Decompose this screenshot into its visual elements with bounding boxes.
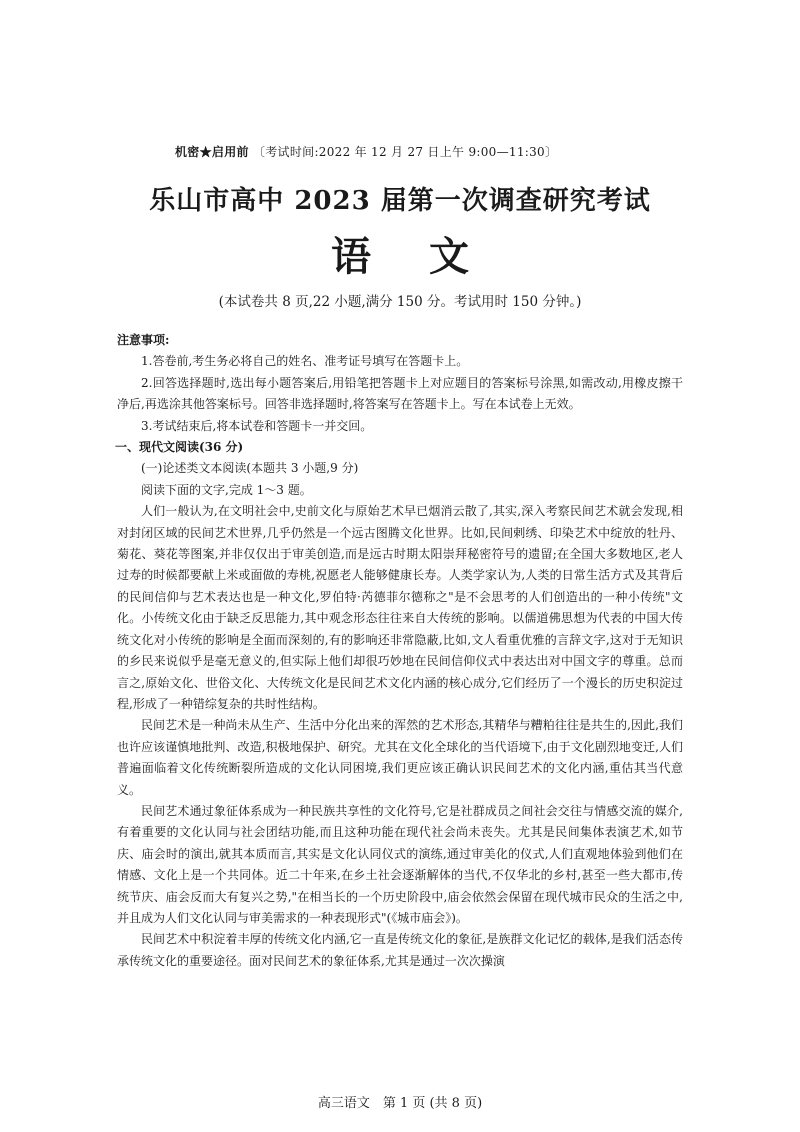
passage-paragraph: 人们一般认为,在文明社会中,史前文化与原始艺术早已烟消云散了,其实,深入考察民间艺术就会发现,相对封闭区域的民间艺术世界,几乎仍然是一个远古图腾文化世界。比如,民间剌绣、印染艺术中绽放的牡丹、菊花、葵花等图案,并非仅仅出于审美创造,而是远古时期太阳崇拜秘密符号的遗留;在全国大多数地区,老人过寿的时候都要献上米或面做的寿桃,祝愿老人能够健康长寿。人类学家认为,人类的日常生活方式及其背后的民间信仰与艺术表达也是一种文化,罗伯特·芮德菲尔德称之"是不会思考的人们创造出的一种小传统"文化。小传统文化由于缺乏反思能力,其中观念形态往往来自大传统的影响。以儒道佛思想为代表的中国大传统文化对小传统的影响是全面而深刻的,有的影响还非常隐蔽,比如,文人看重优雅的言辞文字,这对于无知识的乡民来说似乎是毫无意义的,但实际上他们却很巧妙地在民间信仰仪式中表达出对中国文字的尊重。总而言之,原始文化、世俗文化、大传统文化是民间艺术文化内涵的核心成分,它们经历了一个漫长的历史积淀过程,形成了一种错综复杂的共时性结构。 [117,504,683,711]
note-item: 1.答卷前,考生务必将自己的姓名、准考证号填写在答题卡上。 [141,354,469,369]
passage-paragraph: 民间艺术中积淀着丰厚的传统文化内涵,它一直是传统文化的象征,是族群文化记忆的载体,是我们活态传承传统文化的重要途径。面对民间艺术的象征体系,尤其是通过一次次操演 [117,932,683,968]
notes-heading: 注意事项: [117,333,170,347]
exam-body [117,330,683,972]
sub-section-heading: (一)论述类文本阅读(本题共 3 小题,9 分) [141,461,359,476]
passage-paragraph: 民间艺术通过象征体系成为一种民族共享性的文化符号,它是社群成员之间社会交往与情感交流的媒介,有着重要的文化认同与社会团结功能,而且这种功能在现代社会尚未丧失。尤其是民间集体表演艺术,如节庆、庙会时的演出,就其本质而言,其实是文化认同仪式的演练,通过审美化的仪式,人们直观地体验到他们在情感、文化上是一个共同体。近二十年来,在乡土社会逐渐解体的当代,不仅华北的乡村,甚至一些大都市,传统节庆、庙会反而大有复兴之势,"在相当长的一个历史阶段中,庙会依然会保留在现代城市民众的生活之中,并且成为人们文化认同与审美需求的一种表现形式"(《城市庙会》)。 [117,803,683,925]
exam-info: (本试卷共 8 页,22 小题,满分 150 分。考试用时 150 分钟。) [218,294,582,310]
exam-header [175,143,557,160]
exam-title: 乐山市高中 2023 届第一次调查研究考试 [149,186,651,216]
page-footer: 高三语文 第 1 页 (共 8 页) [317,1096,483,1111]
note-item: 3.考试结束后,将本试卷和答题卡一并交回。 [141,418,373,433]
passage-paragraph: 民间艺术是一种尚未从生产、生活中分化出来的浑然的艺术形态,其精华与糟粕往往是共生的,因此,我们也许应该谨慎地批判、改造,积极地保护、研究。尤其在文化全球化的当代语境下,由于文化剧烈地变迁,人们普遍面临着文化传统断裂所造成的文化认同困境,我们更应该正确认识民间艺术的文化内涵,重估其当代意义。 [117,718,683,797]
confidential-label: 机密★启用前 [175,145,249,159]
reading-instruction: 阅读下面的文字,完成 1～3 题。 [141,482,312,497]
exam-time: 〔考试时间:2022 年 12 月 27 日上午 9:00—11:30〕 [252,145,558,159]
subject-title: 语文 [331,233,527,280]
note-item: 2.回答选择题时,选出每小题答案后,用铅笔把答题卡上对应题目的答案标号涂黑,如需改动,用橡皮擦干净后,再选涂其他答案标号。回答非选择题时,将答案写在答题卡上。写在本试卷上无效。 [117,375,683,412]
section-heading: 一、现代文阅读(36 分) [115,440,244,455]
